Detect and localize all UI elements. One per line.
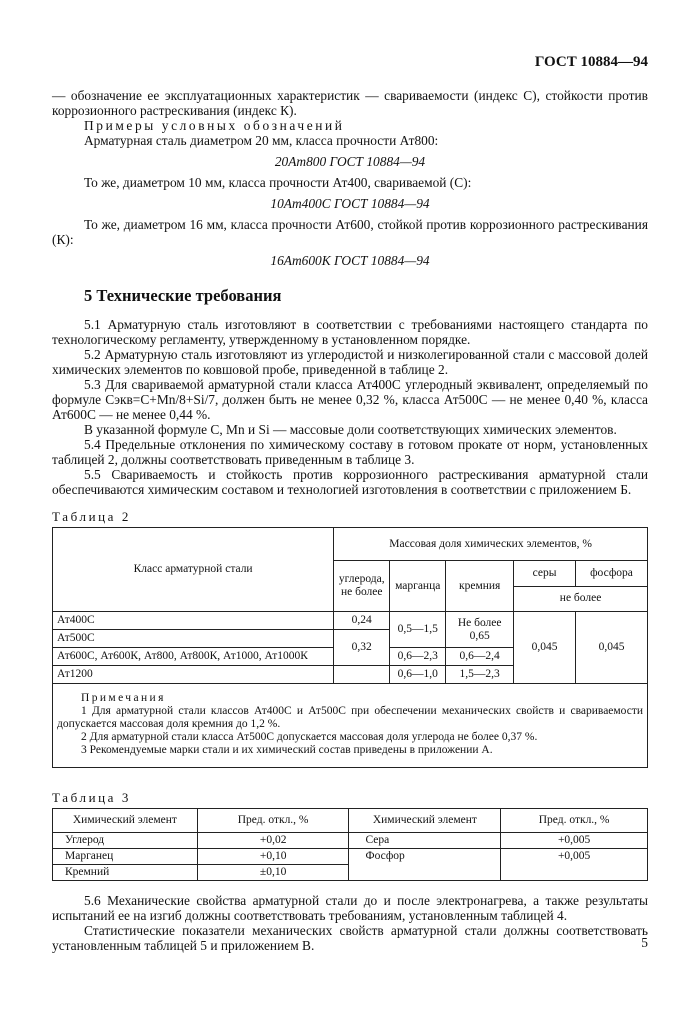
table-2-cell-manganese: 0,6—1,0 [390,666,446,684]
example-1-text: Арматурная сталь диаметром 20 мм, класса прочности Ат800: [84,133,439,148]
section-5-title: 5 Технические требования [84,286,282,305]
table-2-header-phosphorus: фосфора [576,561,648,587]
table-2-header-sulfur: серы [514,561,576,587]
table-2-row-class: Ат1200 [53,666,334,684]
paragraph-5-6: 5.6 Механические свойства арматурной стали до и после электронагрева, а также результаты испытаний ее на изгиб должны соответствовать требованиям, установленным таблицей 4. [52,893,648,923]
table-2-note-3: 3 Рекомендуемые марки стали и их химический состав приведены в приложении А. [81,744,493,756]
table-3-cell-deviation: +0,005 [501,833,648,849]
paragraph-5-1: 5.1 Арматурную сталь изготовляют в соответствии с требованиями настоящего стандарта по технологическому регламенту, утвержденному в установленном порядке. [52,317,648,347]
table-2-header-class: Класс арматурной стали [53,528,334,612]
intro-paragraph: — обозначение ее эксплуатационных характеристик — свариваемости (индекс С), стойкости против коррозионного растрескивания (индекс К). [52,88,648,118]
table-2-header-group: Массовая доля химических элементов, % [334,528,648,561]
table-3-cell-deviation: ±0,10 [197,865,349,881]
table-3-cell-element: Марганец [53,849,198,865]
table-2-cell-phosphorus: 0,045 [576,612,648,684]
table-2-cell-sulfur: 0,045 [514,612,576,684]
example-3-text: То же, диаметром 16 мм, класса прочности Ат600, стойкой против коррозионного растрескивания (К): [52,217,648,247]
table-3-cell-deviation: +0,005 [501,849,648,881]
paragraph-5-4: 5.4 Предельные отклонения по химическому составу в готовом прокате от норм, установленных таблицей 2, должны соответствовать приведенным в таблице 3. [52,437,648,467]
table-2-cell-carbon [334,666,390,684]
table-3-header-deviation: Пред. откл., % [501,809,648,833]
document-header: ГОСТ 10884—94 [534,54,648,70]
table-2-header-silicon: кремния [446,561,514,612]
table-2-cell-silicon: 0,6—2,4 [446,648,514,666]
paragraph-5-5: 5.5 Свариваемость и стойкость против коррозионного растрескивания арматурной стали обеспечиваются химическим составом и технологией изготовления в соответствии с приложением Б. [52,467,648,497]
table-2-row-class: Ат400С [53,612,334,630]
examples-title: Примеры условных обозначений [84,118,345,133]
table-3-cell-element: Фосфор [349,849,501,881]
table-2-cell-carbon: 0,32 [334,630,390,666]
table-3-cell-deviation: +0,02 [197,833,349,849]
paragraph-5-3-formula-note: В указанной формуле С, Mn и Si — массовые доли соответствующих химических элементов. [84,422,617,437]
table-2-cell-carbon: 0,24 [334,612,390,630]
table-2-cell-silicon: 1,5—2,3 [446,666,514,684]
paragraph-5-6-stats: Статистические показатели механических свойств арматурной стали должны соответствовать установленным таблицей 5 и приложением В. [52,923,648,953]
table-3-caption: Таблица 3 [52,790,131,805]
paragraph-5-2: 5.2 Арматурную сталь изготовляют из углеродистой и низколегированной стали с массовой долей химических элементов по ковшовой пробе, приведенной в таблице 2. [52,347,648,377]
table-3 [52,808,648,881]
page-number: 5 [641,935,648,950]
table-2-row-class: Ат600С, Ат600К, Ат800, Ат800К, Ат1000, Ат1000К [53,648,334,666]
table-2-caption: Таблица 2 [52,509,131,524]
table-2-row-class: Ат500С [53,630,334,648]
table-2-notes [53,684,648,768]
table-2-header-max: не более [514,586,648,612]
table-2-cell-manganese: 0,5—1,5 [390,612,446,648]
example-2-code: 10Ат400С ГОСТ 10884—94 [270,196,430,211]
table-3-header-element: Химический элемент [53,809,198,833]
table-3-cell-element: Сера [349,833,501,849]
table-2-cell-manganese: 0,6—2,3 [390,648,446,666]
example-1-code: 20Ат800 ГОСТ 10884—94 [274,154,426,169]
table-2-header-manganese: марганца [390,561,446,612]
page-content [52,88,648,953]
table-3-cell-deviation: +0,10 [197,849,349,865]
table-3-cell-element: Кремний [53,865,198,881]
example-2-text: То же, диаметром 10 мм, класса прочности Ат400, свариваемой (С): [84,175,472,190]
table-3-header-deviation: Пред. откл., % [197,809,349,833]
table-2 [52,527,648,768]
table-2-header-carbon: углерода, не более [334,561,390,612]
table-2-cell-silicon: Не более 0,65 [446,612,514,648]
table-3-header-element: Химический элемент [349,809,501,833]
table-2-note-2: 2 Для арматурной стали класса Ат500С допускается массовая доля углерода не более 0,37 %. [81,731,538,743]
table-2-notes-title: Примечания [81,692,166,704]
table-3-cell-element: Углерод [53,833,198,849]
example-3-code: 16Ат600К ГОСТ 10884—94 [270,253,430,268]
table-2-note-1: 1 Для арматурной стали классов Ат400С и Ат500С при обеспечении механических свойств и свариваемости допускается массовая доля кремния до 1,2 %. [57,705,643,730]
paragraph-5-3: 5.3 Для свариваемой арматурной стали класса Ат400С углеродный эквивалент, определяемый по формуле Cэкв=C+Mn/8+Si/7, должен быть не менее 0,32 %, класса Ат500С — не менее 0,40 %, класса Ат600С — не менее 0,44 %. [52,377,648,422]
